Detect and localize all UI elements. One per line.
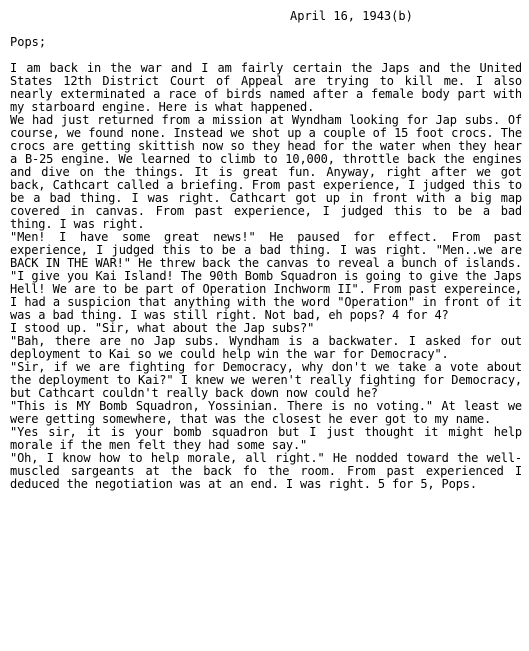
letter-body: I am back in the war and I am fairly certain the Japs and the United States 12th District Court of Appeal are trying to kill me. I also nearly exterminated a race of birds named after a female body part with my starboard engine. Here is what happened. We had just returned from a mission at Wyndham looking for Jap subs. Of course, we found none. Instead we shot up a couple of 15 foot crocs. The crocs are getting skittish now so they head for the water when they hear a B-25 engine. We learned to climb to 10,000, throttle back the engines and dive on the things. It is great fun. Anyway, right after we got back, Cathcart called a briefing. From past experience, I judged this to be a bad thing. I was right. Cathcart got up in front with a big map covered in canvas. From past experience, I judged this to be a bad thing. I was right. "Men! I have some great news!" He paused for effect. From past experience, I judged this to be a bad thing. I was right. "Men..we are BACK IN THE WAR!" He threw back the canvas to reveal a bunch of islands. "I give you Kai Island! The 90th Bomb Squadron is going to give the Japs Hell! We are to be part of Operation Inchworm II". From past expereince, I had a suspicion that anything with the word "Operation" in front of it was a bad thing. I was still right. Not bad, eh pops? 4 for 4? I stood up. "Sir, what about the Jap subs?" "Bah, there are no Jap subs. Wyndham is a backwater. I asked for out deployment to Kai so we could help win the war for Democracy". "Sir, if we are fighting for Democracy, why don't we take a vote about the deployment to Kai?" I knew we weren't really fighting for Democracy, but Cathcart couldn't really back down now could he? "This is MY Bomb Squadron, Yossinian. There is no voting." At least we were getting somewhere, that was the closest he ever got to my name. "Yes sir, it is your bomb squadron but I just thought it might help morale if the men felt they had some say." "Oh, I know how to help morale, all right." He nodded toward the well-muscled sargeants at the back fo the room. From past experienced I deduced the negotiation was at an end. I was right. 5 for 5, Pops. (10, 61, 522, 491)
letter-date: April 16, 1943(b) (290, 9, 413, 23)
letter-salutation: Pops; (10, 35, 47, 49)
